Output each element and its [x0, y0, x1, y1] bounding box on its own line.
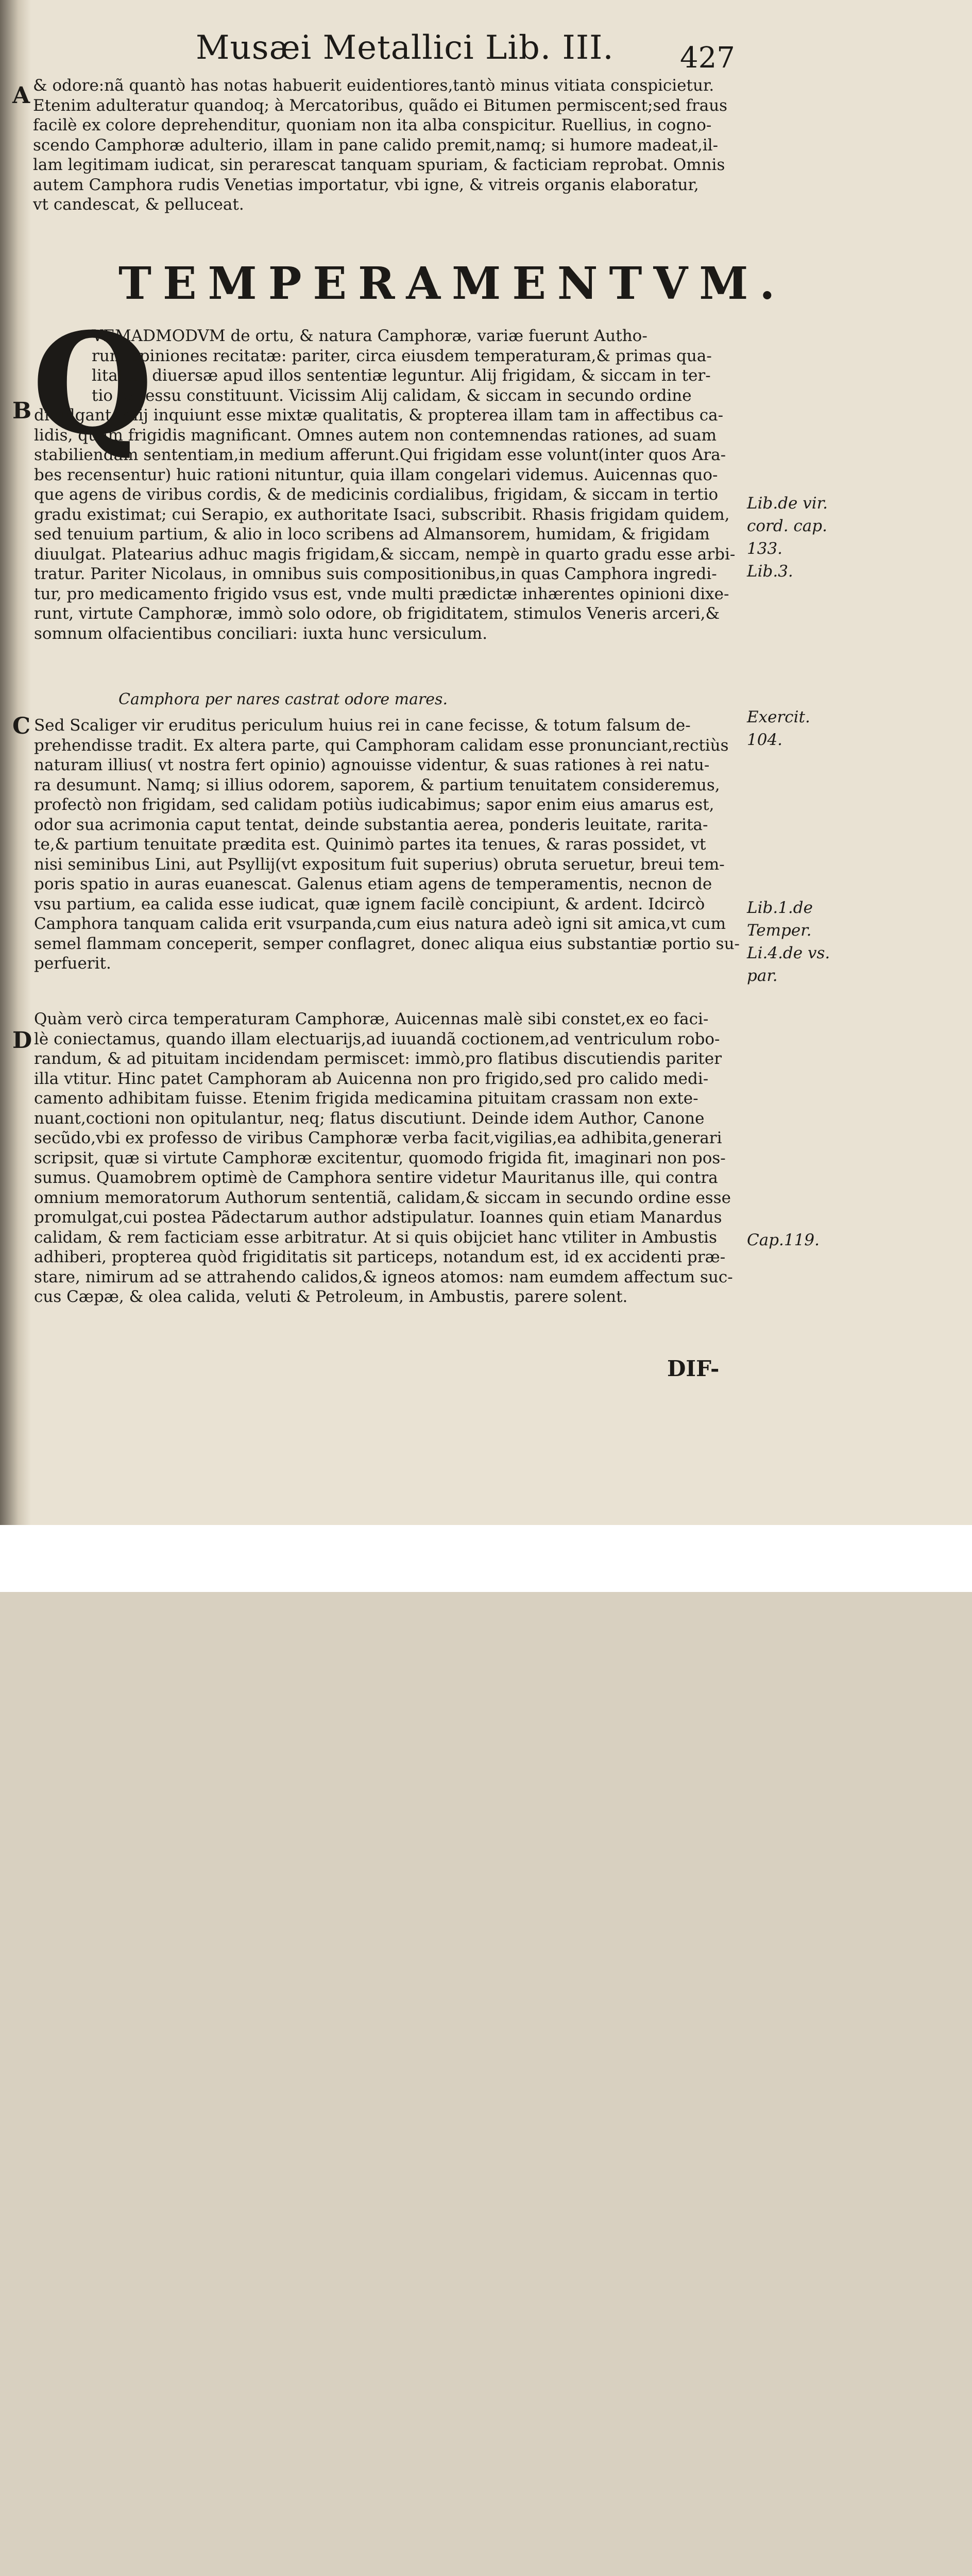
- note-line: Lib.1.de: [747, 899, 813, 917]
- text-line: sumus. Quamobrem optimè de Camphora sentire videtur Mauritanus ille, qui contra: [34, 1168, 718, 1187]
- margin-letter-d: D: [12, 1027, 32, 1054]
- text-line: Camphora tanquam calida erit vsurpanda,cum eius natura adeò igni sit amica,vt cum: [34, 914, 726, 933]
- text-line: bes recensentur) huic rationi nituntur, quia illam congelari videmus. Auicennas quo-: [34, 465, 718, 484]
- note-line: Temper.: [747, 921, 812, 940]
- text-line: runt, virtute Camphoræ, immò solo odore, ob frigiditatem, stimulos Veneris arceri,&: [34, 604, 720, 623]
- note-line: Exercit.: [747, 708, 810, 726]
- note-line: 133.: [747, 539, 783, 558]
- text-line: VEMADMODVM de ortu, & natura Camphoræ, variæ fuerunt Autho-: [92, 327, 647, 345]
- margin-letter-a: A: [12, 82, 30, 109]
- text-line: adhiberi, propterea quòd frigiditatis sit particeps, notandum est, id ex accidenti præ-: [34, 1248, 726, 1266]
- note-line: Lib.de vir.: [747, 494, 828, 513]
- text-line: illa vtitur. Hinc patet Camphoram ab Auicenna non pro frigido,sed pro calido medi-: [34, 1069, 709, 1088]
- text-line: que agens de viribus cordis, & de medicinis cordialibus, frigidam, & siccam in tertio: [34, 485, 719, 504]
- text-line: odor sua acrimonia caput tentat, deinde substantia aerea, ponderis leuitate, rarita-: [34, 815, 708, 834]
- text-line: sed tenuium partium, & alio in loco scribens ad Almansorem, humidam, & frigidam: [34, 525, 710, 544]
- text-line: stabiliendam sententiam,in medium afferunt.Qui frigidam esse volunt(inter quos Ara-: [34, 446, 726, 464]
- marginal-note-lib-de-vir: [747, 492, 829, 583]
- text-line: poris spatio in auras euanescat. Galenus etiam agens de temperamentis, necnon de: [34, 875, 712, 893]
- text-line: scendo Camphoræ adulterio, illam in pane calido premit,namq; si humore madeat,il-: [33, 135, 719, 155]
- text-line: somnum olfacientibus conciliari: iuxta hunc versiculum.: [34, 624, 488, 643]
- note-line: Li.4.de vs.: [747, 944, 830, 962]
- section-title: TEMPERAMENTVM.: [118, 258, 787, 310]
- text-line: camento adhibitam fuisse. Etenim frigida medicamina pituitam crassam non exte-: [34, 1089, 698, 1108]
- text-line: cus Cæpæ, & olea calida, veluti & Petroleum, in Ambustis, parere solent.: [34, 1287, 628, 1306]
- marginal-note-cap119: Cap.119.: [747, 1231, 820, 1249]
- text-line: semel flammam conceperit, semper conflagret, donec aliqua eius substantiæ portio su-: [34, 934, 740, 953]
- text-line: rum opiniones recitatæ: pariter, circa eiusdem temperaturam,& primas qua-: [92, 346, 712, 365]
- text-line: diuulgat. Platearius adhuc magis frigidam,& siccam, nempè in quarto gradu esse arbi-: [34, 545, 736, 564]
- marginal-note-temper: [747, 896, 829, 987]
- margin-letter-c: C: [12, 713, 31, 739]
- text-line: lidis, quàm frigidis magnificant. Omnes autem non contemnendas rationes, ad suam: [34, 426, 717, 445]
- text-line: tratur. Pariter Nicolaus, in omnibus suis compositionibus,in quas Camphora ingredi-: [34, 565, 717, 583]
- text-line: vsu partium, ea calida esse iudicat, quæ ignem facilè concipiunt, & ardent. Idcircò: [34, 894, 705, 913]
- text-line: stare, nimirum ad se attrahendo calidos,& igneos atomos: nam eumdem affectum suc-: [34, 1267, 733, 1286]
- text-line: prehendisse tradit. Ex altera parte, qui Camphoram calidam esse pronunciant,rectiùs: [34, 736, 729, 755]
- text-line: secũdo,vbi ex professo de viribus Camphoræ verba facit,vigilias,ea adhibita,generari: [34, 1129, 722, 1147]
- text-line: litates, diuersæ apud illos sententiæ leguntur. Alij frigidam, & siccam in ter-: [92, 366, 711, 385]
- text-line: omnium memoratorum Authorum sententiã, calidam,& siccam in secundo ordine esse: [34, 1188, 731, 1207]
- text-line: nisi seminibus Lini, aut Psyllij(vt expositum fuit superius) obruta seruetur, breui tem-: [34, 855, 725, 874]
- text-line: tio excessu constituunt. Vicissim Alij calidam, & siccam in secundo ordine: [92, 386, 692, 405]
- text-line: naturam illius( vt nostra fert opinio) agnouisse videntur, & suas rationes à rei natu-: [34, 756, 710, 774]
- text-line: calidam, & rem facticiam esse arbitratur. At si quis obijciet hanc vtiliter in Ambustis: [34, 1228, 718, 1247]
- margin-letter-b: B: [12, 398, 32, 424]
- text-line: tur, pro medicamento frigido vsus est, vnde multi prædictæ inhærentes opinioni dixe-: [34, 584, 729, 603]
- text-line: lam legitimam iudicat, sin perarescat tanquam spuriam, & facticiam reprobat. Omnis: [33, 156, 725, 174]
- note-line: 104.: [747, 731, 783, 749]
- text-line: randum, & ad pituitam incidendam permiscet: immò,pro flatibus discutiendis pariter: [34, 1049, 722, 1068]
- marginal-note-exercit: [747, 706, 829, 751]
- text-line: vt candescat, & pelluceat.: [33, 195, 244, 214]
- catchword: DIF-: [667, 1356, 720, 1381]
- drop-cap: Q: [32, 302, 154, 466]
- note-line: Lib.3.: [747, 562, 793, 581]
- text-line: Sed Scaliger vir eruditus periculum huius rei in cane fecisse, & totum falsum de-: [34, 716, 691, 735]
- text-line: Quàm verò circa temperaturam Camphoræ, Auicennas malè sibi constet,ex eo faci-: [34, 1010, 709, 1028]
- text-line: autem Camphora rudis Venetias importatur, vbi igne, & vitreis organis elaboratur,: [33, 175, 699, 194]
- text-line: scripsit, quæ si virtute Camphoræ excitentur, quomodo frigida fit, imaginari non pos-: [34, 1148, 726, 1167]
- text-line: profectò non frigidam, sed calidam potiùs iudicabimus; sapor enim eius amarus est,: [34, 795, 714, 814]
- note-line: par.: [747, 967, 778, 985]
- text-line: & odore:nã quantò has notas habuerit euidentiores,tantò minus vitiata conspicietur.: [33, 76, 714, 95]
- page-number: 427: [680, 41, 735, 75]
- note-line: cord. cap.: [747, 517, 827, 535]
- book-gutter-shadow: [0, 0, 31, 1525]
- text-line: gradu existimat; cui Serapio, ex authoritate Isaci, subscribit. Rhasis frigidam quidem,: [34, 505, 730, 524]
- verse-line: Camphora per nares castrat odore mares.: [118, 690, 448, 708]
- text-line: lè coniectamus, quando illam electuarijs,ad iuuandã coctionem,ad ventriculum robo-: [34, 1029, 720, 1048]
- text-line: ra desumunt. Namq; si illius odorem, saporem, & partium tenuitatem consideremus,: [34, 775, 720, 794]
- text-line: nuant,coctioni non opitulantur, neq; flatus discutiunt. Deinde idem Author, Canone: [34, 1109, 705, 1128]
- footer-bar: [0, 1525, 972, 1592]
- text-line: promulgat,cui postea Pãdectarum author adstipulatur. Ioannes quin etiam Manardus: [34, 1208, 722, 1227]
- text-line: facilè ex colore deprehenditur, quoniam non ita alba conspicitur. Ruellius, in cogno-: [33, 116, 712, 134]
- running-header: Musæi Metallici Lib. III.: [196, 29, 614, 67]
- text-line: diuulgant. Alij inquiunt esse mixtæ qualitatis, & propterea illam tam in affectibus ca-: [34, 406, 724, 425]
- text-line: Etenim adulteratur quandoq; à Mercatoribus, quãdo ei Bitumen permiscent;sed fraus: [33, 96, 728, 115]
- text-line: perfuerit.: [34, 954, 111, 973]
- text-line: te,& partium tenuitate prædita est. Quinimò partes ita tenues, & raras possidet, vt: [34, 835, 706, 854]
